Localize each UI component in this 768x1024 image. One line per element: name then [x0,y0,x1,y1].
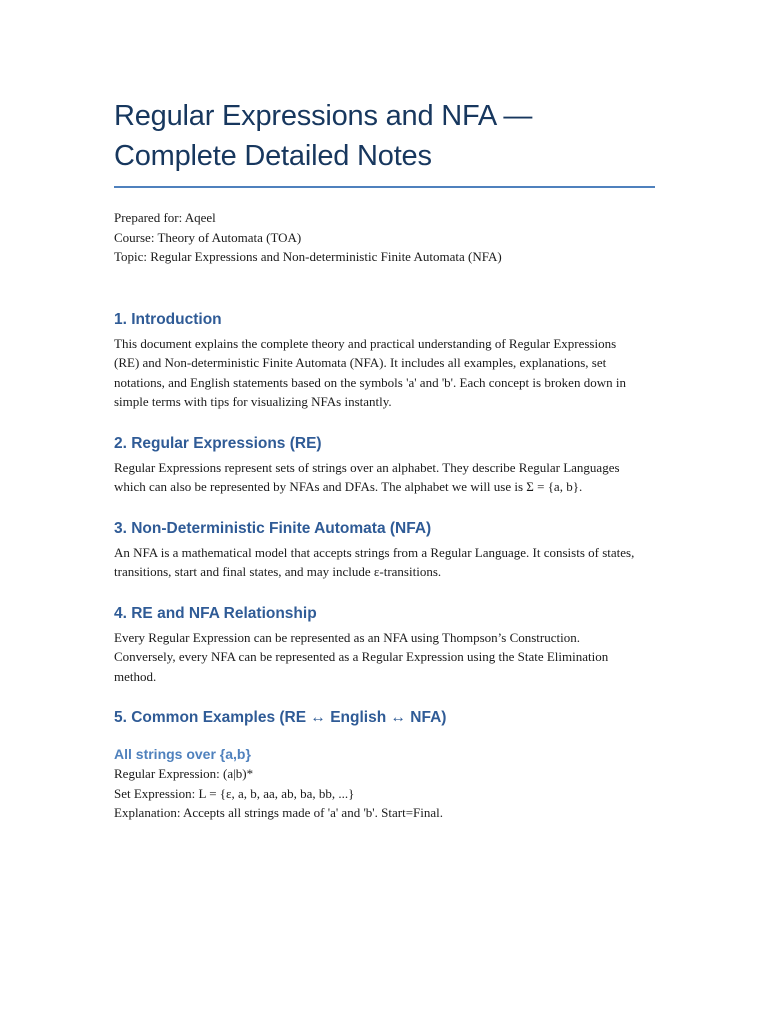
section-heading: 1. Introduction [114,310,222,328]
section-nfa [114,518,644,582]
title-line-1: Regular Expressions and NFA — [114,100,533,132]
section-regular-expressions [114,433,644,497]
example-all-strings [114,744,644,823]
document-meta [114,208,644,267]
example-set: Set Expression: L = {ε, a, b, aa, ab, ba, bb, ...} [114,785,355,801]
course: Course: Theory of Automata (TOA) [114,229,302,245]
example-heading: All strings over {a,b} [114,746,251,762]
section-introduction [114,309,644,412]
title-underline [114,186,655,188]
section-heading: 2. Regular Expressions (RE) [114,434,322,452]
section-body: This document explains the complete theory and practical understanding of Regular Expressions (RE) and Non-deterministic Finite Automata (NFA). It includes all examples, explanations, set notations, and English statements based on the symbols 'a' and 'b'. Each concept is broken down in simple terms with tips for visualizing NFAs instantly. [114,335,626,409]
document-title [114,96,644,176]
title-line-2: Complete Detailed Notes [114,140,432,172]
document-page [114,96,644,823]
section-heading: 4. RE and NFA Relationship [114,604,317,622]
section-heading: 5. Common Examples (RE ↔ English ↔ NFA) [114,709,447,726]
topic: Topic: Regular Expressions and Non-deterministic Finite Automata (NFA) [114,249,502,264]
example-explanation: Explanation: Accepts all strings made of 'a' and 'b'. Start=Final. [114,805,443,820]
section-body: Every Regular Expression can be represented as an NFA using Thompson’s Construction. Conversely, every NFA can be represented as a Regular Expression using the State Elimination method. [114,629,609,684]
section-body: Regular Expressions represent sets of strings over an alphabet. They describe Regular Languages which can also be represented by NFAs and DFAs. The alphabet we will use is Σ = {a, b}. [114,459,620,494]
section-re-nfa-relationship [114,603,644,687]
section-common-examples [114,707,644,729]
example-regex: Regular Expression: (a|b)* [114,766,254,781]
prepared-for: Prepared for: Aqeel [114,210,216,225]
section-heading: 3. Non-Deterministic Finite Automata (NFA) [114,519,432,537]
section-body: An NFA is a mathematical model that accepts strings from a Regular Language. It consists of states, transitions, start and final states, and may include ε-transitions. [114,544,635,579]
